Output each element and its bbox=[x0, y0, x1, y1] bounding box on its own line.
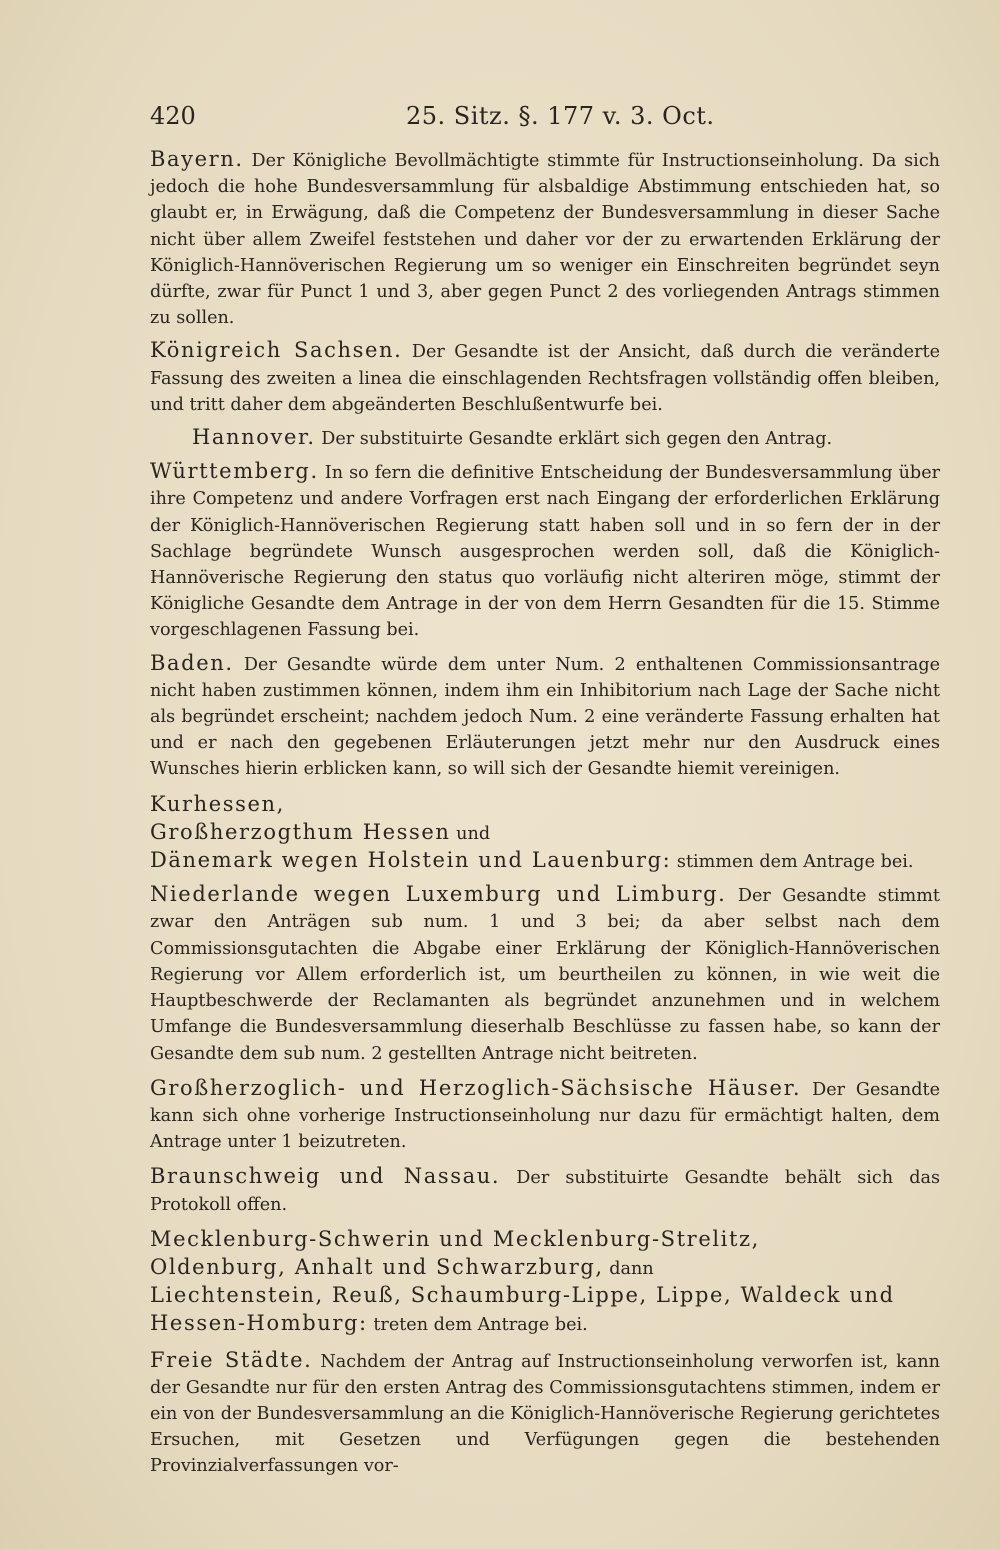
state-name: Freie Städte. bbox=[150, 1347, 313, 1372]
paragraph-text: Der substituirte Gesandte behält sich das Protokoll offen. bbox=[150, 1168, 941, 1215]
paragraph-text: stimmen dem Antrage bei. bbox=[676, 852, 914, 873]
paragraph-hannover bbox=[150, 424, 940, 452]
group2-line4 bbox=[150, 1310, 940, 1338]
paragraph-text: Nachdem der Antrag auf Instructionseinholung verworfen ist, kann der Gesandte nur für den ersten Antrag des Commissionsgutachtens stimmen, indem er ein von der Bundesversammlung an die Königlich-Hannöverische Regierung gerichtetes Ersuchen, mit Gesetzen und Verfügungen gegen die bestehenden Provinzialverfassungen vor- bbox=[150, 1351, 940, 1477]
state-name: Württemberg. bbox=[150, 459, 319, 484]
paragraph-wuerttemberg bbox=[150, 458, 940, 643]
state-name: Hessen-Homburg: bbox=[150, 1311, 368, 1336]
page-header bbox=[150, 98, 940, 138]
group1-line1 bbox=[150, 791, 940, 819]
state-name: Liechtenstein, Reuß, Schaumburg-Lippe, Lippe, Waldeck und bbox=[150, 1283, 895, 1308]
connector-text: und bbox=[456, 823, 491, 844]
paragraph-text: Der Gesandte stimmt zwar den Anträgen sub num. 1 und 3 bei; da aber selbst nach dem Commissionsgutachten die Abgabe einer Erklärung der Königlich-Hannöverischen Regierung vor Allem erforderlich ist, um beurtheilen zu können, in wie weit die Hauptbeschwerde der Reclamanten als begründet anzunehmen und in welchem Umfange die Bundesversammlung dieserhalb Beschlüsse zu fassen habe, so kann der Gesandte dem sub num. 2 gestellten Antrage nicht beitreten. bbox=[150, 886, 940, 1064]
paragraph-sachsen bbox=[150, 337, 940, 418]
paragraph-text: Der Königliche Bevollmächtigte stimmte für Instructionseinholung. Da sich jedoch die hohe Bundesversammlung für alsbaldige Abstimmung entschieden hat, so glaubt er, in Erwägung, daß die Competenz der Bundesversammlung in dieser Sache nicht über allem Zweifel feststehen und daher vor der zu erwartenden Erklärung der Königlich-Hannöverischen Regierung um so weniger ein Einschreiten begründet seyn dürfte, zwar für Punct 1 und 3, aber gegen Punct 2 des vorliegenden Antrags stimmen zu sollen. bbox=[150, 151, 940, 329]
group1-line2 bbox=[150, 819, 940, 847]
document-body bbox=[150, 146, 940, 1486]
paragraph-braunschweig-nassau bbox=[150, 1163, 940, 1217]
state-name: Dänemark wegen Holstein und Lauenburg: bbox=[150, 848, 672, 873]
state-name: Oldenburg, Anhalt und Schwarzburg, bbox=[150, 1254, 604, 1279]
running-title: 25. Sitz. §. 177 v. 3. Oct. bbox=[406, 102, 715, 130]
state-name: Mecklenburg-Schwerin und Mecklenburg-Strelitz, bbox=[150, 1226, 760, 1251]
paragraph-text: Der substituirte Gesandte erklärt sich gegen den Antrag. bbox=[321, 429, 833, 450]
state-name: Bayern. bbox=[150, 147, 244, 171]
state-name: Großherzogthum Hessen bbox=[150, 819, 451, 844]
paragraph-text: Der Gesandte würde dem unter Num. 2 enthaltenen Commissionsantrage nicht haben zustimmen können, indem ihm ein Inhibitorium nach Lage der Sache nicht als begründet erscheint; nachdem jedoch Num. 2 eine veränderte Fassung erhalten hat und er nach den gegebenen Erläuterungen jetzt mehr nur den Ausdruck eines Wunsches hierin erblicken kann, so will sich der Gesandte hiemit vereinigen. bbox=[150, 654, 941, 780]
state-name: Baden. bbox=[150, 650, 234, 675]
group2-line1 bbox=[150, 1226, 940, 1254]
group2-line2 bbox=[150, 1254, 940, 1282]
paragraph-saechsische-haeuser bbox=[150, 1075, 940, 1156]
state-name: Königreich Sachsen. bbox=[150, 338, 403, 363]
group2-line3 bbox=[150, 1282, 940, 1310]
connector-text: dann bbox=[609, 1258, 654, 1279]
paragraph-baden bbox=[150, 650, 940, 783]
group1-line3 bbox=[150, 847, 940, 875]
state-name: Kurhessen, bbox=[150, 791, 285, 816]
paragraph-text: Der Gesandte ist der Ansicht, daß durch die veränderte Fassung des zweiten a linea die einschlagenden Rechtsfragen vollständig offen bleiben, und tritt daher dem abgeänderten Beschlußentwurfe bei. bbox=[150, 342, 940, 415]
paragraph-niederlande bbox=[150, 881, 940, 1066]
state-name: Hannover. bbox=[192, 425, 316, 450]
paragraph-text: treten dem Antrage bei. bbox=[373, 1315, 588, 1336]
paragraph-text: In so fern die definitive Entscheidung der Bundesversammlung über ihre Competenz und andere Vorfragen erst nach Eingang der erforderlichen Erklärung der Königlich-Hannöverischen Regierung statt haben soll und in so fern der in der Sachlage begründete Wunsch ausgesprochen werden soll, daß die Königlich-Hannöverische Regierung den status quo vorläufig nicht alteriren möge, stimmt der Königliche Gesandte dem Antrage in der von dem Herrn Gesandten für die 15. Stimme vorgeschlagenen Fassung bei. bbox=[150, 463, 941, 641]
state-name: Großherzoglich- und Herzoglich-Sächsische Häuser. bbox=[150, 1075, 802, 1100]
paragraph-bayern bbox=[150, 146, 940, 331]
state-name: Braunschweig und Nassau. bbox=[150, 1164, 501, 1189]
page-number: 420 bbox=[150, 102, 196, 130]
paragraph-freie-staedte bbox=[150, 1347, 940, 1480]
state-name: Niederlande wegen Luxemburg und Limburg. bbox=[150, 882, 727, 907]
paragraph-text: Der Gesandte kann sich ohne vorherige Instructionseinholung nur dazu für ermächtigt halten, dem Antrage unter 1 beizutreten. bbox=[150, 1079, 940, 1153]
